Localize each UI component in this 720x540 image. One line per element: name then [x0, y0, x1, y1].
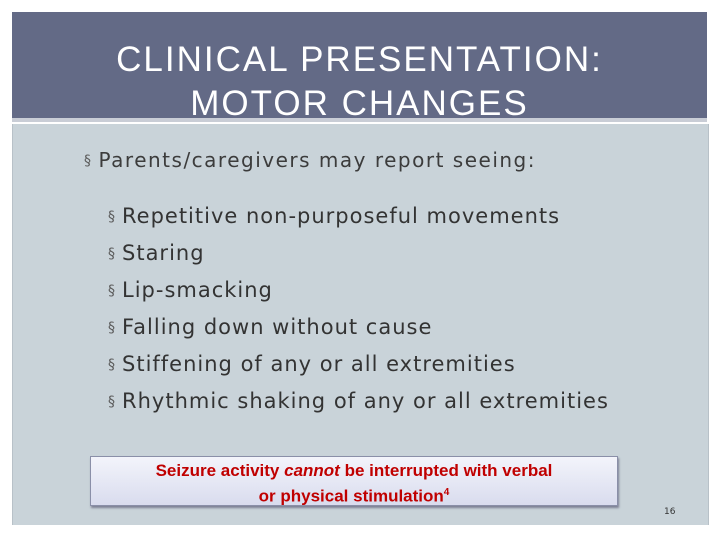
sub-bullet-item: [108, 198, 609, 235]
bullet-icon: §: [108, 246, 116, 262]
sub-bullet-text: Rhythmic shaking of any or all extremities: [122, 389, 609, 413]
bullet-icon: §: [108, 357, 116, 373]
sub-bullet-item: [108, 235, 609, 272]
bullet-icon: §: [84, 153, 93, 169]
sub-bullet-text: Stiffening of any or all extremities: [122, 352, 516, 376]
sub-bullet-text: Lip-smacking: [122, 278, 273, 302]
page-number: 16: [664, 507, 676, 517]
bullet-icon: §: [108, 320, 116, 336]
sub-bullet-item: [108, 346, 609, 383]
citation-superscript: 4: [443, 487, 450, 498]
callout-emphasis: cannot: [284, 461, 340, 480]
sub-bullet-text: Falling down without cause: [122, 315, 433, 339]
sub-bullet-item: [108, 383, 609, 420]
sub-bullet-text: Repetitive non-purposeful movements: [122, 204, 561, 228]
main-bullet: [84, 148, 536, 172]
callout-line-2: or physical stimulation$^4$: [258, 486, 450, 506]
bullet-icon: §: [108, 209, 116, 225]
bullet-icon: §: [108, 394, 116, 410]
main-bullet-text: Parents/caregivers may report seeing:: [98, 148, 536, 172]
callout-line-1: Seizure activity cannot be interrupted with verbal: [155, 461, 553, 480]
seizure-callout-box: [90, 456, 618, 506]
bullet-icon: §: [108, 283, 116, 299]
sub-bullet-text: Staring: [122, 241, 205, 265]
title-bar: [12, 12, 707, 122]
slide-title-line-1: CLINICAL PRESENTATION:: [116, 40, 603, 79]
sub-bullet-item: [108, 272, 609, 309]
slide-title-line-2: MOTOR CHANGES: [190, 84, 529, 123]
slide-title: [12, 38, 707, 126]
sub-bullet-list: [108, 198, 609, 420]
sub-bullet-item: [108, 309, 609, 346]
